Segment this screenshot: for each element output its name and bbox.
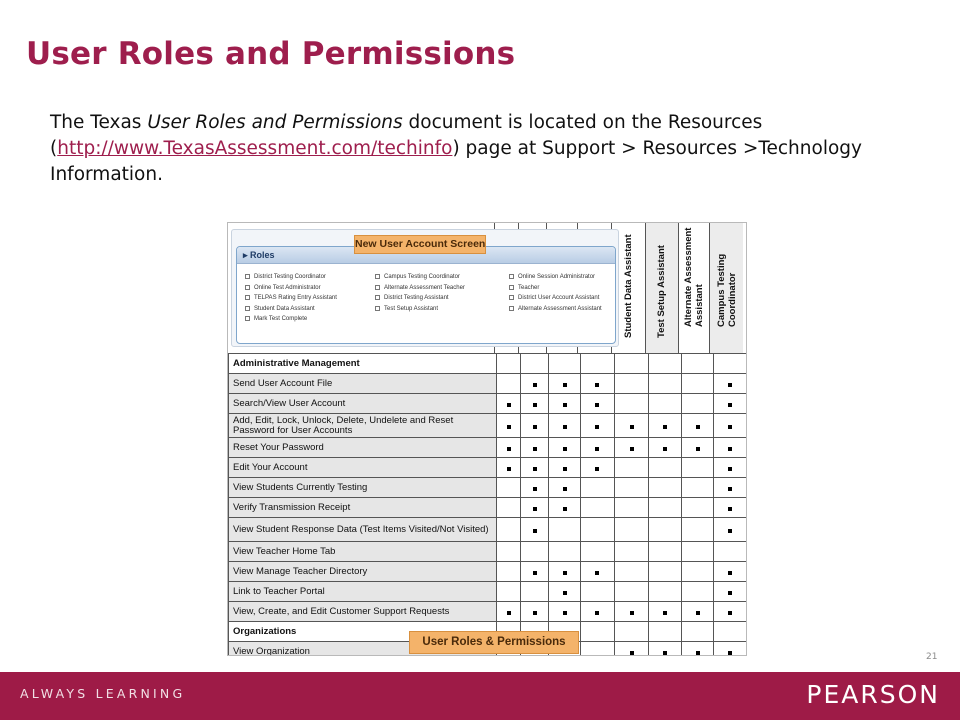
permission-cell: [580, 622, 614, 642]
permission-mark: [533, 487, 537, 491]
permission-mark: [533, 507, 537, 511]
permission-label: Edit Your Account: [229, 458, 497, 478]
permission-cell: [521, 394, 549, 414]
permission-cell: [521, 518, 549, 542]
table-row: [229, 498, 748, 518]
roles-header: ▸ Roles: [237, 247, 615, 264]
permission-mark: [728, 591, 732, 595]
permission-cell: [682, 498, 713, 518]
permission-label: Administrative Management: [229, 354, 497, 374]
permission-cell: [713, 642, 747, 657]
permission-mark: [728, 447, 732, 451]
permission-mark: [728, 425, 732, 429]
permission-cell: [549, 414, 580, 438]
permission-cell: [580, 518, 614, 542]
role-label: Student Data Assistant: [254, 305, 315, 312]
permission-cell: [713, 602, 747, 622]
column-header-label: Campus Testing Coordinator: [715, 253, 738, 327]
permission-cell: [713, 354, 747, 374]
permission-mark: [630, 425, 634, 429]
footer-tagline: ALWAYS LEARNING: [20, 686, 186, 701]
permission-cell: [682, 518, 713, 542]
permission-cell: [521, 582, 549, 602]
permission-cell: [580, 562, 614, 582]
column-header: [678, 223, 709, 353]
checkbox-icon[interactable]: [245, 274, 250, 279]
permission-mark: [728, 611, 732, 615]
permission-cell: [614, 414, 648, 438]
permission-mark: [563, 487, 567, 491]
table-row: [229, 542, 748, 562]
table-row: [229, 374, 748, 394]
permission-cell: [521, 478, 549, 498]
permission-cell: [580, 542, 614, 562]
permission-cell: [521, 602, 549, 622]
permission-cell: [549, 498, 580, 518]
permission-mark: [728, 507, 732, 511]
role-checkbox[interactable]: [509, 284, 539, 292]
role-label: Online Session Administrator: [518, 274, 596, 280]
permission-cell: [614, 438, 648, 458]
permission-mark: [663, 447, 667, 451]
checkbox-icon[interactable]: [245, 285, 250, 290]
permission-cell: [649, 438, 682, 458]
role-checkbox[interactable]: [375, 284, 465, 292]
permission-cell: [713, 478, 747, 498]
role-label: TELPAS Rating Entry Assistant: [254, 295, 337, 301]
checkbox-icon[interactable]: [509, 274, 514, 279]
permission-label: View Manage Teacher Directory: [229, 562, 497, 582]
checkbox-icon[interactable]: [375, 285, 380, 290]
permission-mark: [533, 467, 537, 471]
permission-mark: [630, 611, 634, 615]
checkbox-icon[interactable]: [509, 306, 514, 311]
permission-mark: [696, 611, 700, 615]
role-checkbox[interactable]: [245, 294, 337, 302]
permission-mark: [533, 571, 537, 575]
permission-cell: [549, 562, 580, 582]
permission-cell: [649, 542, 682, 562]
permission-cell: [580, 602, 614, 622]
permission-label: View Students Currently Testing: [229, 478, 497, 498]
permission-cell: [580, 374, 614, 394]
permission-cell: [497, 394, 521, 414]
permission-label: View Organization: [229, 642, 497, 657]
permission-cell: [682, 374, 713, 394]
permission-cell: [614, 498, 648, 518]
permission-label: Search/View User Account: [229, 394, 497, 414]
permission-cell: [549, 582, 580, 602]
permissions-table: [228, 353, 747, 656]
permission-mark: [595, 611, 599, 615]
permission-cell: [614, 542, 648, 562]
role-checkbox[interactable]: [245, 284, 321, 292]
permission-cell: [649, 622, 682, 642]
permission-cell: [682, 478, 713, 498]
permission-cell: [549, 542, 580, 562]
role-label: Alternate Assessment Teacher: [384, 284, 465, 291]
permission-cell: [580, 354, 614, 374]
permission-cell: [580, 458, 614, 478]
permission-cell: [580, 582, 614, 602]
permission-mark: [728, 571, 732, 575]
role-label: Test Setup Assistant: [384, 305, 439, 312]
table-row: [229, 354, 748, 374]
table-row: [229, 602, 748, 622]
permission-mark: [533, 611, 537, 615]
column-header-label: Student Data Assistant: [622, 234, 634, 338]
permission-cell: [713, 542, 747, 562]
permission-mark: [595, 425, 599, 429]
permission-mark: [507, 611, 511, 615]
table-row: [229, 394, 748, 414]
permission-cell: [497, 374, 521, 394]
checkbox-icon[interactable]: [509, 285, 514, 290]
permission-cell: [497, 498, 521, 518]
roles-section: [236, 246, 616, 344]
permission-cell: [713, 414, 747, 438]
permission-cell: [614, 642, 648, 657]
checkbox-icon[interactable]: [245, 306, 250, 311]
permission-cell: [682, 582, 713, 602]
permission-cell: [614, 374, 648, 394]
permission-cell: [580, 438, 614, 458]
permission-mark: [563, 467, 567, 471]
role-checkbox[interactable]: [509, 294, 599, 302]
intro-paragraph: [50, 110, 910, 188]
permission-cell: [497, 542, 521, 562]
permission-mark: [595, 571, 599, 575]
permission-cell: [521, 562, 549, 582]
permission-mark: [533, 529, 537, 533]
permission-cell: [614, 562, 648, 582]
permission-cell: [549, 394, 580, 414]
table-row: [229, 458, 748, 478]
permission-mark: [563, 447, 567, 451]
checkbox-icon[interactable]: [375, 295, 380, 300]
permission-cell: [682, 602, 713, 622]
permission-cell: [649, 498, 682, 518]
permission-cell: [649, 642, 682, 657]
permission-cell: [614, 458, 648, 478]
new-user-account-callout: New User Account Screen: [354, 235, 486, 254]
table-row: [229, 562, 748, 582]
permission-cell: [713, 518, 747, 542]
permission-cell: [521, 458, 549, 478]
role-label: District Testing Assistant: [384, 295, 449, 301]
permission-cell: [649, 602, 682, 622]
permission-cell: [580, 394, 614, 414]
column-header: [709, 223, 743, 353]
permission-cell: [649, 458, 682, 478]
role-label: Teacher: [518, 284, 540, 291]
intro-text-2: document is located on the Resources (: [50, 112, 763, 159]
permission-cell: [497, 582, 521, 602]
permission-cell: [549, 518, 580, 542]
permission-mark: [507, 403, 511, 407]
permission-cell: [713, 394, 747, 414]
permission-mark: [563, 571, 567, 575]
role-label: Campus Testing Coordinator: [384, 274, 460, 280]
role-checkbox[interactable]: [509, 273, 595, 281]
permission-mark: [507, 467, 511, 471]
permission-cell: [682, 458, 713, 478]
permission-cell: [497, 602, 521, 622]
role-label: Mark Test Complete: [254, 316, 308, 322]
permission-label: View Student Response Data (Test Items Visited/Not Visited): [229, 518, 497, 542]
permission-mark: [595, 447, 599, 451]
permission-cell: [521, 542, 549, 562]
permission-cell: [682, 642, 713, 657]
permission-cell: [713, 622, 747, 642]
role-checkbox[interactable]: [509, 305, 602, 313]
permission-label: Send User Account File: [229, 374, 497, 394]
slide-title: User Roles and Permissions: [26, 36, 516, 72]
intro-document-name: User Roles and Permissions: [147, 112, 403, 133]
permission-mark: [728, 403, 732, 407]
permission-cell: [497, 478, 521, 498]
permission-cell: [614, 478, 648, 498]
permission-mark: [630, 651, 634, 655]
role-checkbox[interactable]: [245, 273, 326, 281]
checkbox-icon[interactable]: [375, 306, 380, 311]
permission-cell: [649, 478, 682, 498]
permission-label: Reset Your Password: [229, 438, 497, 458]
permission-cell: [497, 562, 521, 582]
permission-label: Add, Edit, Lock, Unlock, Delete, Undelete and Reset Password for User Accounts: [229, 414, 497, 438]
intro-text-3: ) page at Support > Resources >Technology Information.: [50, 138, 862, 185]
permission-cell: [497, 414, 521, 438]
permission-cell: [497, 354, 521, 374]
role-label: Alternate Assessment Assistant: [518, 305, 602, 312]
permission-cell: [713, 374, 747, 394]
permission-mark: [595, 467, 599, 471]
permission-mark: [507, 447, 511, 451]
permission-mark: [595, 403, 599, 407]
permission-mark: [563, 383, 567, 387]
permission-cell: [713, 458, 747, 478]
table-row: [229, 478, 748, 498]
permission-mark: [533, 383, 537, 387]
permission-cell: [580, 498, 614, 518]
checkbox-icon[interactable]: [509, 295, 514, 300]
role-label: District User Account Assistant: [518, 295, 600, 301]
techinfo-link[interactable]: http://www.TexasAssessment.com/techinfo: [57, 138, 453, 159]
permission-cell: [649, 414, 682, 438]
roles-header-label: Roles: [250, 250, 275, 260]
permission-cell: [649, 374, 682, 394]
permission-label: Link to Teacher Portal: [229, 582, 497, 602]
permission-label: View Teacher Home Tab: [229, 542, 497, 562]
permission-cell: [521, 374, 549, 394]
role-checkbox[interactable]: [375, 294, 449, 302]
permission-cell: [614, 582, 648, 602]
permission-mark: [563, 507, 567, 511]
permission-mark: [728, 651, 732, 655]
permission-cell: [497, 518, 521, 542]
permission-mark: [630, 447, 634, 451]
permission-cell: [682, 354, 713, 374]
permission-cell: [614, 354, 648, 374]
permission-cell: [580, 478, 614, 498]
permission-cell: [521, 438, 549, 458]
permission-mark: [728, 529, 732, 533]
permission-cell: [682, 542, 713, 562]
permission-mark: [533, 425, 537, 429]
table-row: [229, 582, 748, 602]
page-number: 21: [926, 652, 938, 662]
permission-label: View, Create, and Edit Customer Support Requests: [229, 602, 497, 622]
permission-mark: [696, 425, 700, 429]
role-checkbox[interactable]: [375, 273, 460, 281]
permission-mark: [728, 383, 732, 387]
permission-cell: [713, 582, 747, 602]
permission-mark: [533, 447, 537, 451]
permission-cell: [549, 438, 580, 458]
permissions-figure: [227, 222, 747, 656]
permission-cell: [682, 394, 713, 414]
permission-cell: [682, 414, 713, 438]
permission-cell: [521, 354, 549, 374]
table-row: [229, 518, 748, 542]
permission-cell: [649, 582, 682, 602]
intro-text-1: The Texas: [50, 112, 148, 133]
permission-cell: [649, 394, 682, 414]
permission-cell: [649, 354, 682, 374]
permission-mark: [696, 447, 700, 451]
permission-mark: [533, 403, 537, 407]
permission-cell: [713, 498, 747, 518]
permission-cell: [549, 354, 580, 374]
permission-cell: [614, 394, 648, 414]
role-checkbox[interactable]: [245, 305, 315, 313]
footer-bar: [0, 672, 960, 720]
permission-cell: [521, 498, 549, 518]
role-label: Online Test Administrator: [254, 284, 321, 291]
permission-cell: [649, 562, 682, 582]
permission-mark: [563, 403, 567, 407]
permission-cell: [649, 518, 682, 542]
permission-cell: [580, 414, 614, 438]
permission-mark: [595, 383, 599, 387]
permission-cell: [549, 458, 580, 478]
column-header: [645, 223, 678, 353]
role-label: District Testing Coordinator: [254, 274, 326, 280]
role-checkbox[interactable]: [375, 305, 438, 313]
checkbox-icon[interactable]: [245, 316, 250, 321]
permission-cell: [614, 622, 648, 642]
permission-cell: [614, 602, 648, 622]
permission-cell: [682, 438, 713, 458]
permission-cell: [497, 438, 521, 458]
permission-cell: [580, 642, 614, 657]
column-header-label: Test Setup Assistant: [656, 245, 667, 338]
permission-cell: [549, 602, 580, 622]
permission-mark: [663, 651, 667, 655]
user-roles-permissions-callout: User Roles & Permissions: [409, 631, 579, 654]
permission-label: Organizations: [229, 622, 497, 642]
table-row: [229, 414, 748, 438]
permission-cell: [614, 518, 648, 542]
permission-cell: [497, 458, 521, 478]
permission-cell: [682, 622, 713, 642]
table-row: [229, 438, 748, 458]
permission-cell: [713, 438, 747, 458]
permission-mark: [728, 487, 732, 491]
permission-mark: [563, 591, 567, 595]
permission-mark: [728, 467, 732, 471]
permission-label: Verify Transmission Receipt: [229, 498, 497, 518]
permission-cell: [682, 562, 713, 582]
column-header-label: Alternate Assessment Assistant: [683, 227, 705, 327]
permission-cell: [713, 562, 747, 582]
permission-cell: [549, 478, 580, 498]
permission-mark: [696, 651, 700, 655]
permission-mark: [663, 611, 667, 615]
permission-mark: [507, 425, 511, 429]
permission-cell: [521, 414, 549, 438]
permission-mark: [563, 425, 567, 429]
permission-mark: [563, 611, 567, 615]
permission-cell: [549, 374, 580, 394]
role-checkbox[interactable]: [245, 315, 307, 323]
pearson-logo: PEARSON: [806, 680, 940, 709]
permission-mark: [663, 425, 667, 429]
checkbox-icon[interactable]: [375, 274, 380, 279]
checkbox-icon[interactable]: [245, 295, 250, 300]
